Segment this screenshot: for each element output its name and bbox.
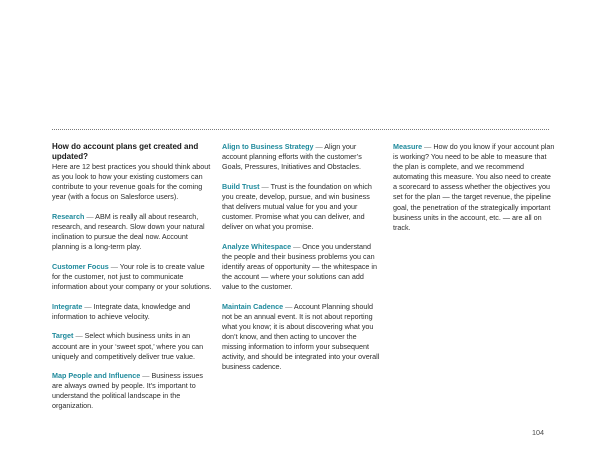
em-dash: —: [142, 371, 150, 381]
em-dash: —: [315, 142, 323, 151]
section-heading: How do account plans get created and updated?: [52, 142, 199, 162]
practice-term: Research: [52, 212, 85, 222]
em-dash: —: [86, 212, 94, 222]
practice-term: Maintain Cadence: [222, 301, 284, 311]
practice-text: Business issues are always owned by people. It’s important to understand the political landscape in the organization.: [52, 371, 203, 411]
practice-research: [52, 212, 214, 252]
practice-term: Align to Business Strategy: [222, 142, 314, 151]
practice-term: Customer Focus: [52, 261, 109, 271]
em-dash: —: [424, 142, 432, 151]
column-2: [222, 142, 380, 382]
practice-map-people: [52, 371, 214, 411]
em-dash: —: [285, 301, 293, 311]
practice-term: Integrate: [52, 301, 83, 311]
practice-text: Align your account planning efforts with the customer’s Goals, Pressures, Initiatives and Obstacles.: [222, 142, 362, 172]
em-dash: —: [293, 241, 301, 251]
practice-whitespace: [222, 242, 380, 292]
practice-text: Once you understand the people and their business problems you can identify areas of opportunity — the whitespace in the account — where your solutions can add value to the customer.: [222, 241, 378, 292]
practice-text: How do you know if your account plan is working? You need to be able to measure that the plan is complete, and we recommend automating this measure. You also need to create a scorecard to assess whether the objectives you set for the plan — the target revenue, the pipeline goal, the penetration of the strategically important business units in the account, etc. — are all on track.: [393, 142, 555, 232]
practice-text: ABM is really all about research, research, and research. Slow down your natural inclination to pursue the deal now. Account planning is a long-term play.: [52, 212, 205, 252]
practice-measure: [393, 142, 555, 233]
practice-text: Your role is to create value for the customer, not just to communicate information about your company or your solutions.: [52, 261, 212, 292]
practice-text: Integrate data, knowledge and information to achieve velocity.: [52, 301, 191, 321]
practice-term: Measure: [393, 142, 423, 151]
intro-paragraph: Here are 12 best practices you should think about as you look to how your existing customers can contribute to your revenue goals for the coming year (with a focus on Salesforce users).: [52, 162, 211, 202]
dotted-divider: [52, 129, 549, 130]
practice-term: Analyze Whitespace: [222, 241, 292, 251]
em-dash: —: [84, 301, 92, 311]
practice-term: Build Trust: [222, 181, 260, 191]
practice-build-trust: [222, 182, 380, 232]
practice-text: Trust is the foundation on which you create, develop, pursue, and win business that delivers mutual value for you and your customer. Promise what you can deliver, and deliver on what you promise.: [222, 181, 372, 232]
practice-term: Map People and Influence: [52, 371, 141, 381]
practice-integrate: [52, 302, 214, 322]
practice-customer-focus: [52, 262, 214, 292]
practice-cadence: [222, 302, 380, 373]
practice-text: Select which business units in an account are in your ‘sweet spot,’ where you can uniquely and competitively deliver true value.: [52, 331, 204, 361]
em-dash: —: [75, 331, 83, 341]
column-1: [52, 142, 214, 421]
em-dash: —: [261, 181, 269, 191]
practice-target: [52, 331, 214, 361]
column-3: [393, 142, 555, 242]
page-number: 104: [532, 428, 544, 437]
practice-text: Account Planning should not be an annual event. It is not about reporting what you know; it is about discovering what you don’t know, and then acting to uncover the missing information to inform your subsequent activity, and should be integrated into your overall business cadence.: [222, 301, 380, 372]
practice-align: [222, 142, 380, 172]
practice-term: Target: [52, 331, 74, 341]
em-dash: —: [110, 261, 118, 271]
